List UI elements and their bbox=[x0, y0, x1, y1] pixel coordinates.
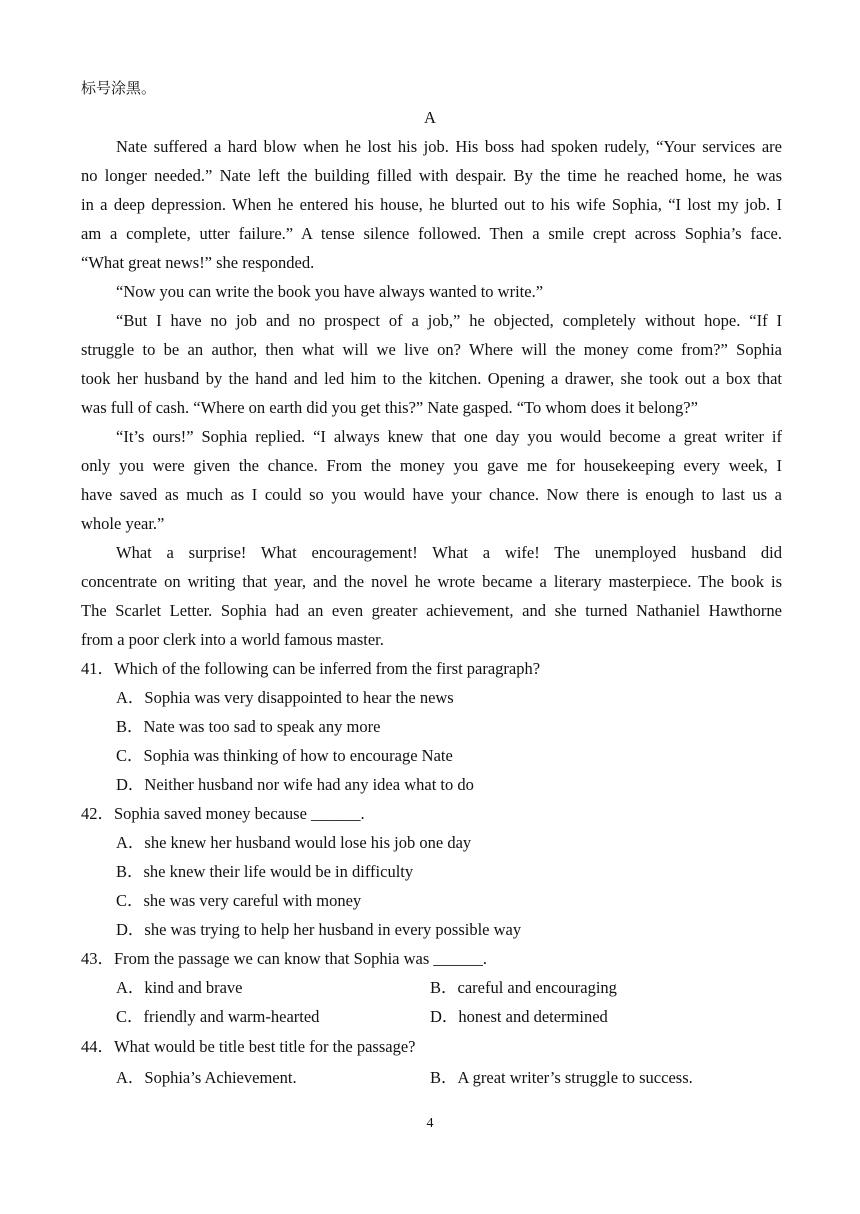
passage-line: was full of cash. “Where on earth did you get this?” Nate gasped. “To whom does it belong?” bbox=[81, 398, 698, 417]
page-number: 4 bbox=[426, 1116, 434, 1131]
question-text: Sophia saved money because ______. bbox=[114, 804, 365, 823]
option-text: careful and encouraging bbox=[457, 978, 617, 997]
question-text: What would be title best title for the passage? bbox=[114, 1037, 416, 1056]
option-text: she knew her husband would lose his job one day bbox=[144, 833, 472, 852]
option-a bbox=[116, 688, 454, 708]
option-text: honest and determined bbox=[458, 1007, 608, 1026]
question-number: 42． bbox=[81, 804, 114, 823]
passage-line: “It’s ours!” Sophia replied. “I always knew that one day you would become a great writer if bbox=[116, 427, 782, 446]
header-fragment: 标号涂黑。 bbox=[81, 79, 157, 97]
option-text: kind and brave bbox=[144, 978, 243, 997]
passage-line: struggle to be an author, then what will we live on? Where will the money come from?” Sophia bbox=[81, 340, 782, 359]
option-letter: D． bbox=[430, 1007, 459, 1026]
option-d bbox=[116, 775, 474, 795]
option-letter: A． bbox=[116, 1068, 145, 1087]
passage-line: only you were given the chance. From the money you gave me for housekeeping every week, I bbox=[81, 456, 782, 475]
passage-line: have saved as much as I could so you would have your chance. Now there is enough to last us a bbox=[81, 485, 782, 504]
passage-line: whole year.” bbox=[81, 514, 165, 533]
option-b bbox=[430, 978, 617, 998]
option-letter: A． bbox=[116, 833, 145, 852]
question-text: From the passage we can know that Sophia was ______. bbox=[114, 949, 488, 968]
question-stem bbox=[81, 949, 487, 969]
question-number: 41． bbox=[81, 659, 114, 678]
option-text: friendly and warm-hearted bbox=[143, 1007, 320, 1026]
passage-line: from a poor clerk into a world famous master. bbox=[81, 630, 384, 649]
option-a bbox=[116, 1068, 297, 1088]
option-letter: B． bbox=[116, 862, 144, 881]
passage-line: no longer needed.” Nate left the building filled with despair. By the time he reached home, he was bbox=[81, 166, 782, 185]
question-number: 43． bbox=[81, 949, 114, 968]
option-text: she knew their life would be in difficulty bbox=[143, 862, 414, 881]
passage-line: The Scarlet Letter. Sophia had an even greater achievement, and she turned Nathaniel Hawthorne bbox=[81, 601, 782, 620]
passage-line: “Now you can write the book you have always wanted to write.” bbox=[116, 282, 544, 301]
option-b bbox=[116, 862, 413, 882]
question-stem bbox=[81, 1037, 416, 1057]
option-text: Neither husband nor wife had any idea what to do bbox=[144, 775, 474, 794]
passage-line: “What great news!” she responded. bbox=[81, 253, 315, 272]
option-letter: D． bbox=[116, 775, 145, 794]
option-text: Nate was too sad to speak any more bbox=[143, 717, 381, 736]
question-text: Which of the following can be inferred from the first paragraph? bbox=[114, 659, 541, 678]
option-a bbox=[116, 833, 471, 853]
option-letter: B． bbox=[430, 978, 458, 997]
option-text: she was trying to help her husband in every possible way bbox=[144, 920, 522, 939]
option-text: she was very careful with money bbox=[143, 891, 362, 910]
option-b bbox=[430, 1068, 693, 1088]
option-d bbox=[430, 1007, 608, 1027]
question-stem bbox=[81, 804, 365, 824]
option-letter: A． bbox=[116, 688, 145, 707]
option-a bbox=[116, 978, 242, 998]
option-c bbox=[116, 1007, 319, 1027]
question-stem bbox=[81, 659, 540, 679]
option-text: A great writer’s struggle to success. bbox=[457, 1068, 693, 1087]
passage-line: am a complete, utter failure.” A tense silence followed. Then a smile crept across Sophia’s face. bbox=[81, 224, 782, 243]
passage-line: “But I have no job and no prospect of a job,” he objected, completely without hope. “If I bbox=[116, 311, 782, 330]
option-d bbox=[116, 920, 521, 940]
option-letter: C． bbox=[116, 891, 144, 910]
option-letter: B． bbox=[430, 1068, 458, 1087]
option-c bbox=[116, 891, 361, 911]
option-text: Sophia was very disappointed to hear the news bbox=[144, 688, 454, 707]
option-letter: A． bbox=[116, 978, 145, 997]
option-text: Sophia’s Achievement. bbox=[144, 1068, 297, 1087]
passage-line: Nate suffered a hard blow when he lost his job. His boss had spoken rudely, “Your services are bbox=[116, 137, 782, 156]
question-number: 44． bbox=[81, 1037, 114, 1056]
section-label: A bbox=[424, 108, 436, 127]
option-b bbox=[116, 717, 380, 737]
option-letter: C． bbox=[116, 746, 144, 765]
option-letter: C． bbox=[116, 1007, 144, 1026]
option-letter: B． bbox=[116, 717, 144, 736]
passage-line: concentrate on writing that year, and the novel he wrote became a literary masterpiece. The book is bbox=[81, 572, 782, 591]
option-c bbox=[116, 746, 453, 766]
option-text: Sophia was thinking of how to encourage Nate bbox=[143, 746, 453, 765]
passage-line: What a surprise! What encouragement! What a wife! The unemployed husband did bbox=[116, 543, 782, 562]
option-letter: D． bbox=[116, 920, 145, 939]
passage-line: took her husband by the hand and led him to the kitchen. Opening a drawer, she took out a box that bbox=[81, 369, 782, 388]
passage-line: in a deep depression. When he entered his house, he blurted out to his wife Sophia, “I lost my job. I bbox=[81, 195, 782, 214]
